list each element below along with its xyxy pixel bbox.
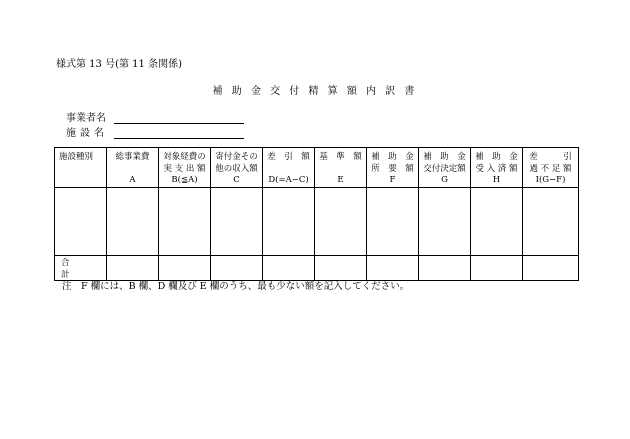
table-cell[interactable] xyxy=(107,256,159,281)
facility-name-field xyxy=(66,124,244,139)
header-line1: 補 助 金 xyxy=(475,152,518,162)
header-line3: F xyxy=(389,175,396,185)
header-cell xyxy=(159,148,211,188)
table-cell[interactable] xyxy=(523,188,579,256)
business-name-label: 事業者名 xyxy=(66,113,106,124)
header-cell xyxy=(471,148,523,188)
business-name-field xyxy=(66,109,244,124)
table-cell[interactable] xyxy=(315,256,367,281)
footnote: 注 F 欄には、B 欄、D 欄及び E 欄のうち、最も少ない額を記入してください。 xyxy=(62,281,410,292)
header-cell xyxy=(263,148,315,188)
business-name-line[interactable] xyxy=(114,111,244,124)
table-cell[interactable] xyxy=(523,256,579,281)
document-title: 補 助 金 交 付 精 算 額 内 訳 書 xyxy=(212,86,418,97)
header-line1: 対象経費の xyxy=(163,152,206,162)
table-cell[interactable] xyxy=(159,256,211,281)
header-cell xyxy=(523,148,579,188)
header-line2: 他の収入額 xyxy=(215,164,258,174)
table-cell[interactable] xyxy=(471,256,523,281)
total-label: 合計 xyxy=(55,256,107,281)
header-cell xyxy=(419,148,471,188)
header-line1: 補 助 金 xyxy=(423,152,466,162)
table-cell[interactable] xyxy=(471,188,523,256)
header-cell xyxy=(315,148,367,188)
table-cell[interactable] xyxy=(107,188,159,256)
header-cell xyxy=(55,148,107,188)
header-line1: 施設種別 xyxy=(59,152,94,162)
table-cell[interactable] xyxy=(367,256,419,281)
table-cell[interactable] xyxy=(419,188,471,256)
header-line2: 所 要 額 xyxy=(371,164,414,174)
header-cell xyxy=(367,148,419,188)
header-line3: I(G−F) xyxy=(535,175,566,185)
header-row xyxy=(55,148,579,188)
header-line1: 差 引 xyxy=(529,152,572,162)
header-line1: 総事業費 xyxy=(115,152,150,162)
table-cell[interactable] xyxy=(263,188,315,256)
table-cell[interactable] xyxy=(263,256,315,281)
header-line3: D(=A−C) xyxy=(268,175,309,185)
header-line2: 実 支 出 額 xyxy=(163,164,206,174)
table-cell[interactable] xyxy=(159,188,211,256)
header-line1: 基 準 額 xyxy=(319,152,362,162)
header-line2: 交付決定額 xyxy=(423,164,466,174)
header-line1: 差 引 額 xyxy=(267,152,310,162)
table-cell[interactable] xyxy=(211,188,263,256)
header-line3: H xyxy=(492,175,501,185)
header-line3: B(≦A) xyxy=(171,175,198,185)
header-cell xyxy=(107,148,159,188)
form-number: 様式第 13 号(第 11 条関係) xyxy=(56,59,182,70)
table-cell[interactable] xyxy=(55,188,107,256)
header-line2: 過 不 足 額 xyxy=(529,164,572,174)
header-line3: G xyxy=(441,175,448,185)
header-cell xyxy=(211,148,263,188)
header-line1: 寄付金その xyxy=(215,152,258,162)
table-cell[interactable] xyxy=(419,256,471,281)
total-row xyxy=(55,256,579,281)
table-cell[interactable] xyxy=(367,188,419,256)
header-line3: C xyxy=(233,175,240,185)
table-cell[interactable] xyxy=(211,256,263,281)
facility-name-label: 施設名 xyxy=(66,128,108,139)
facility-name-line[interactable] xyxy=(114,126,244,139)
settlement-breakdown-table xyxy=(54,147,579,281)
header-line3: A xyxy=(129,175,136,185)
table-cell[interactable] xyxy=(315,188,367,256)
header-line2: 受 入 済 額 xyxy=(475,164,518,174)
table-row xyxy=(55,188,579,256)
header-line3: E xyxy=(337,175,344,185)
header-line1: 補 助 金 xyxy=(371,152,414,162)
